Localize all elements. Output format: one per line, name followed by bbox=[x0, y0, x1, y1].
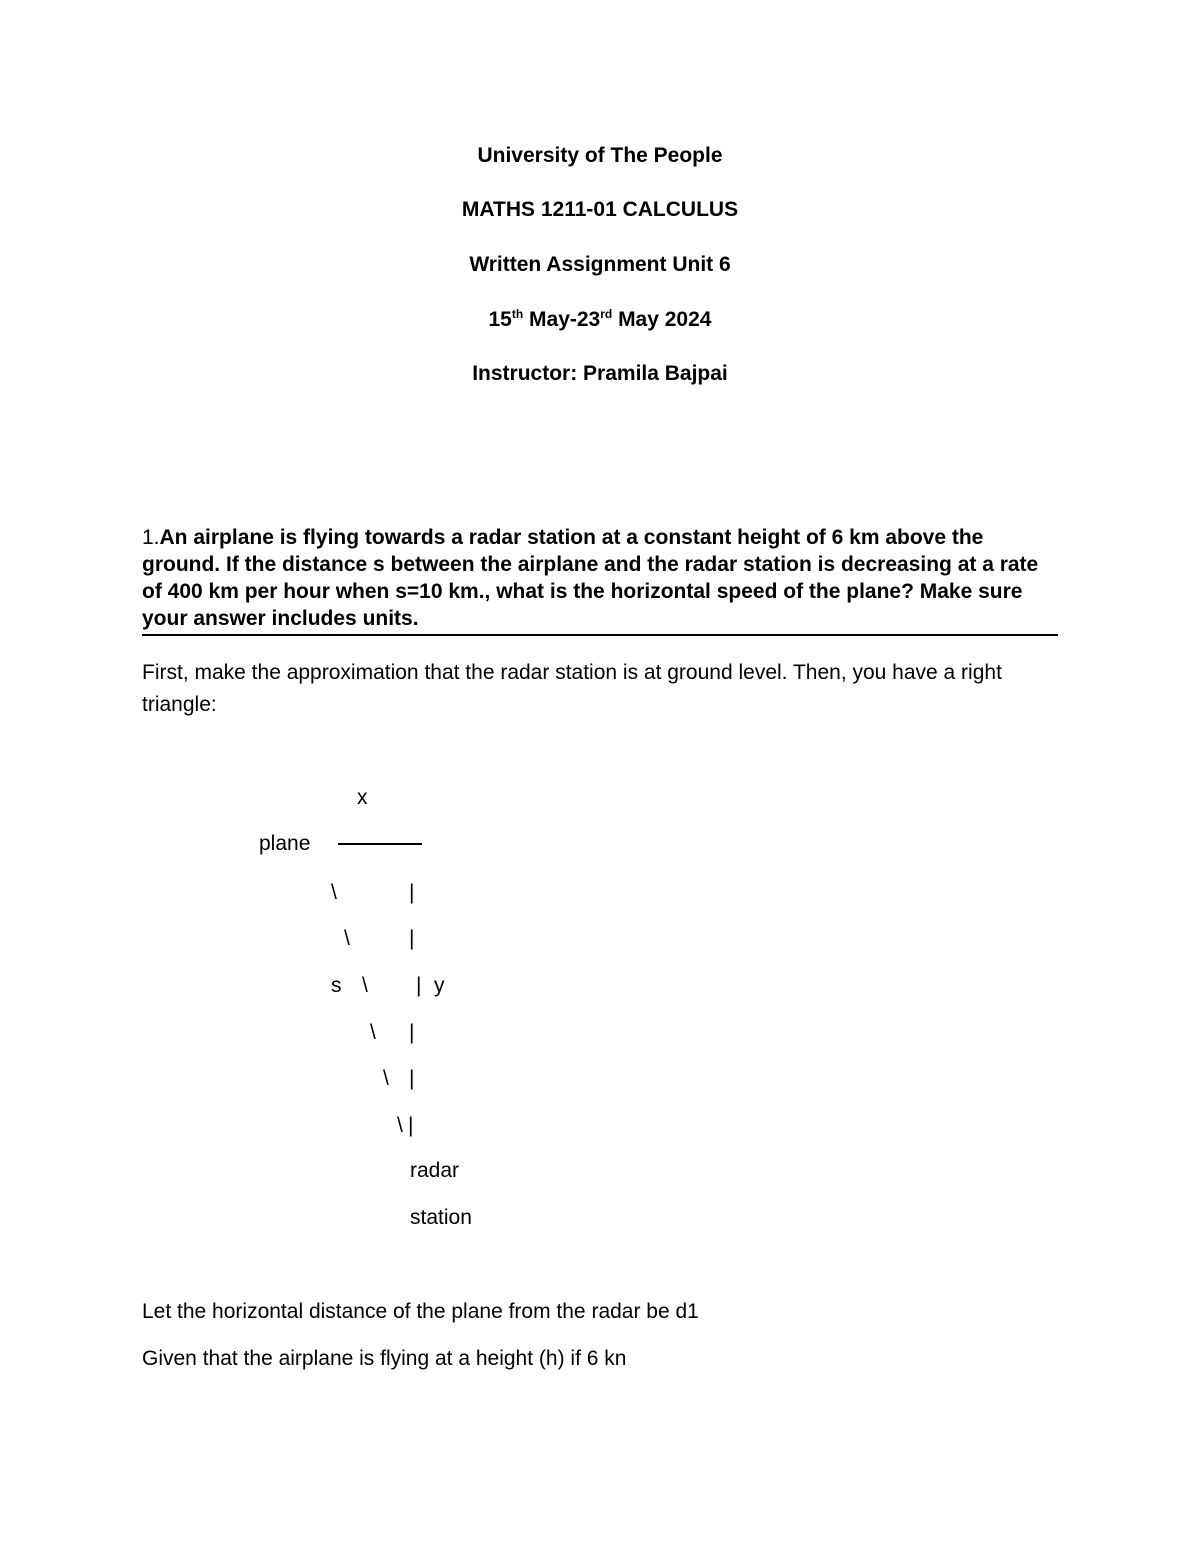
diagram-x-label: x bbox=[357, 786, 368, 809]
date-range bbox=[0, 307, 1200, 333]
diagram-y-label: y bbox=[434, 974, 445, 997]
date-end-suffix: rd bbox=[600, 307, 613, 321]
answer-line-1: Let the horizontal distance of the plane from the radar be d1 bbox=[142, 1300, 699, 1323]
diagram-vertical-6: | bbox=[408, 1114, 414, 1137]
diagram-hypotenuse-3: \ bbox=[362, 974, 368, 997]
diagram-station-label: station bbox=[410, 1206, 472, 1229]
diagram-hypotenuse-4: \ bbox=[370, 1021, 376, 1044]
diagram-vertical-2: | bbox=[409, 927, 415, 950]
course-title: MATHS 1211-01 CALCULUS bbox=[461, 198, 739, 221]
diagram-vertical-1: | bbox=[409, 881, 415, 904]
diagram-radar-label: radar bbox=[410, 1159, 460, 1182]
diagram-hypotenuse-2: \ bbox=[344, 927, 350, 950]
diagram-s-label: s bbox=[331, 974, 342, 997]
instructor-line: Instructor: Pramila Bajpai bbox=[472, 362, 728, 385]
diagram-hypotenuse-6: \ bbox=[397, 1114, 403, 1137]
question-text: An airplane is flying towards a radar station at a constant height of 6 km above the ground. If the distance s between the airplane and the radar station is decreasing at a rate of 400 km per hour when s=10 km., what is the horizontal speed of the plane? Make sure your answer includes units. bbox=[142, 526, 1039, 630]
diagram-horizontal-line bbox=[338, 843, 422, 845]
diagram-vertical-5: | bbox=[409, 1067, 415, 1090]
diagram-hypotenuse-1: \ bbox=[331, 881, 337, 904]
diagram-plane-label: plane bbox=[259, 832, 311, 855]
answer-intro: First, make the approximation that the radar station is at ground level. Then, you have a right triangle: bbox=[142, 661, 1002, 716]
date-start-day: 15 bbox=[488, 308, 512, 331]
question-1 bbox=[142, 524, 1058, 636]
diagram-vertical-3: | bbox=[416, 974, 422, 997]
diagram-vertical-4: | bbox=[409, 1021, 415, 1044]
answer-line-2: Given that the airplane is flying at a height (h) if 6 kn bbox=[142, 1347, 627, 1370]
university-title: University of The People bbox=[477, 144, 723, 167]
assignment-title: Written Assignment Unit 6 bbox=[469, 253, 731, 276]
diagram-hypotenuse-5: \ bbox=[383, 1067, 389, 1090]
date-start-rest: May-23 bbox=[523, 308, 601, 331]
date-start-suffix: th bbox=[511, 307, 524, 321]
date-end-rest: May 2024 bbox=[612, 308, 712, 331]
question-number: 1. bbox=[142, 526, 160, 549]
